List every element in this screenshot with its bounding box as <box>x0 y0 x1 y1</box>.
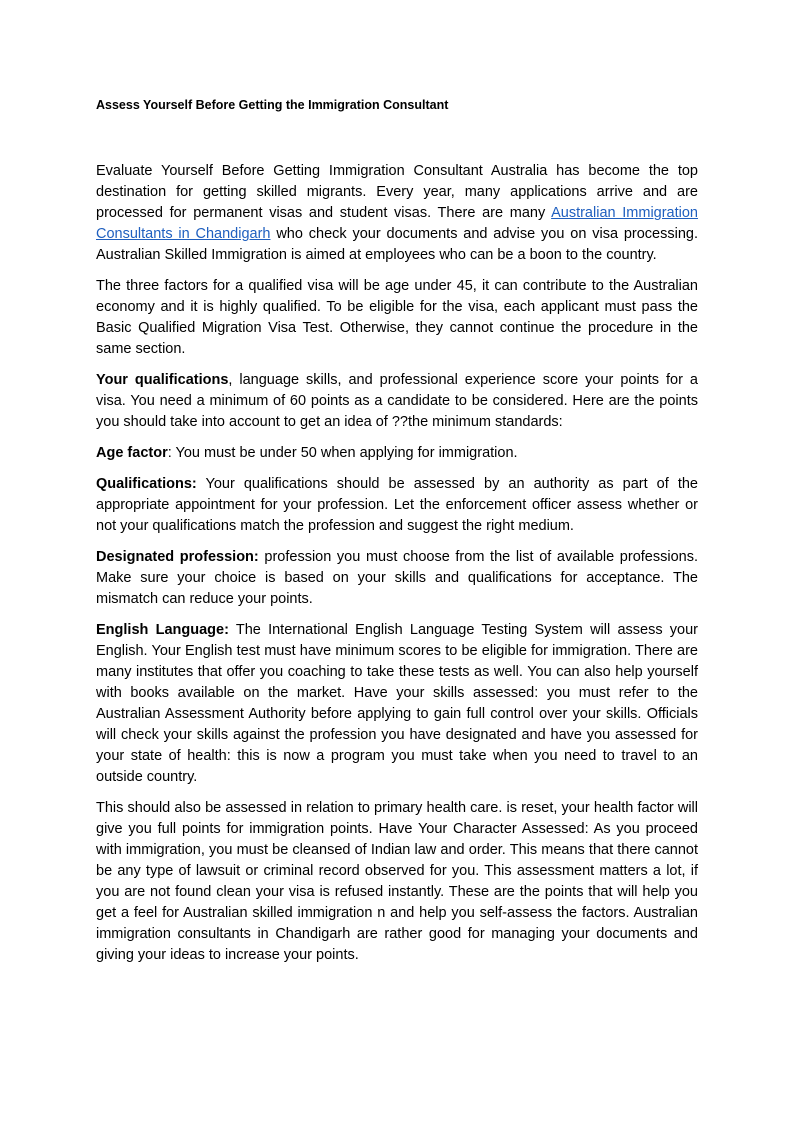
qualifications-label: Qualifications: <box>96 476 197 492</box>
paragraph-qualifications <box>96 474 698 537</box>
english-language-text: The International English Language Testing System will assess your English. Your English test must have minimum scores to be eligible for immigration. There are many institutes that offer you coaching to take these tests as well. You can also help yourself with books available on the market. Have your skills assessed: you must refer to the Australian Assessment Authority before applying to gain full control over your skills. Officials will check your skills against the profession you have designated and have you assessed for your state of health: this is now a program you must take when you need to travel to an outside country. <box>96 622 699 785</box>
intro-text-start: Evaluate Yourself Before Getting Immigration Consultant Australia has become the top destination for getting skilled migrants. Every year, many applications arrive and are processed for permanent visas and student visas. There are many <box>96 163 698 221</box>
document-title: Assess Yourself Before Getting the Immigration Consultant <box>96 98 449 112</box>
designated-profession-label: Designated profession: <box>96 549 259 565</box>
age-factor-heading: Age factor <box>96 445 168 461</box>
paragraph-three-factors: The three factors for a qualified visa will be age under 45, it can contribute to the Australian economy and it is highly qualified. To be eligible for the visa, each applicant must pass the Basic Qualified Migration Visa Test. Otherwise, they cannot continue the procedure in the same section. <box>96 278 698 357</box>
paragraph-english-language <box>96 620 698 788</box>
intro-text-end: who check your documents and advise you on visa processing. Australian Skilled Immigration is aimed at employees who can be a boon to the country. <box>96 226 698 263</box>
age-factor-text: : You must be under 50 when applying for immigration. <box>167 445 518 461</box>
paragraph-designated-profession <box>96 547 698 610</box>
qualifications-heading: Your qualifications <box>96 372 229 388</box>
paragraph-age-factor <box>96 443 698 464</box>
qualifications-text: Your qualifications should be assessed by an authority as part of the appropriate appointment for your profession. Let the enforcement officer assess whether or not your qualifications match the profession and suggest the right medium. <box>96 476 698 534</box>
consultants-link[interactable]: Australian Immigration Consultants in Chandigarh <box>96 205 699 242</box>
english-language-label: English Language: <box>96 622 229 638</box>
designated-profession-text: profession you must choose from the list of available professions. Make sure your choice is based on your skills and qualifications for acceptance. The mismatch can reduce your points. <box>96 549 698 607</box>
paragraph-health-character: This should also be assessed in relation to primary health care. is reset, your health factor will give you full points for immigration points. Have Your Character Assessed: As you proceed with immigration, you must be cleansed of Indian law and order. This means that there cannot be any type of lawsuit or criminal record observed for you. This assessment matters a lot, if you are not found clean your visa is refused instantly. These are the points that will help you get a feel for Australian skilled immigration n and help you self-assess the factors. Australian immigration consultants in Chandigarh are rather good for managing your documents and giving your ideas to increase your points. <box>96 800 698 963</box>
paragraph-intro <box>96 161 698 266</box>
paragraph-qualifications-intro <box>96 370 698 433</box>
document-page <box>96 96 698 976</box>
qualifications-intro-text: , language skills, and professional experience score your points for a visa. You need a minimum of 60 points as a candidate to be considered. Here are the points you should take into account to get an idea of ??the minimum standards: <box>96 372 698 430</box>
